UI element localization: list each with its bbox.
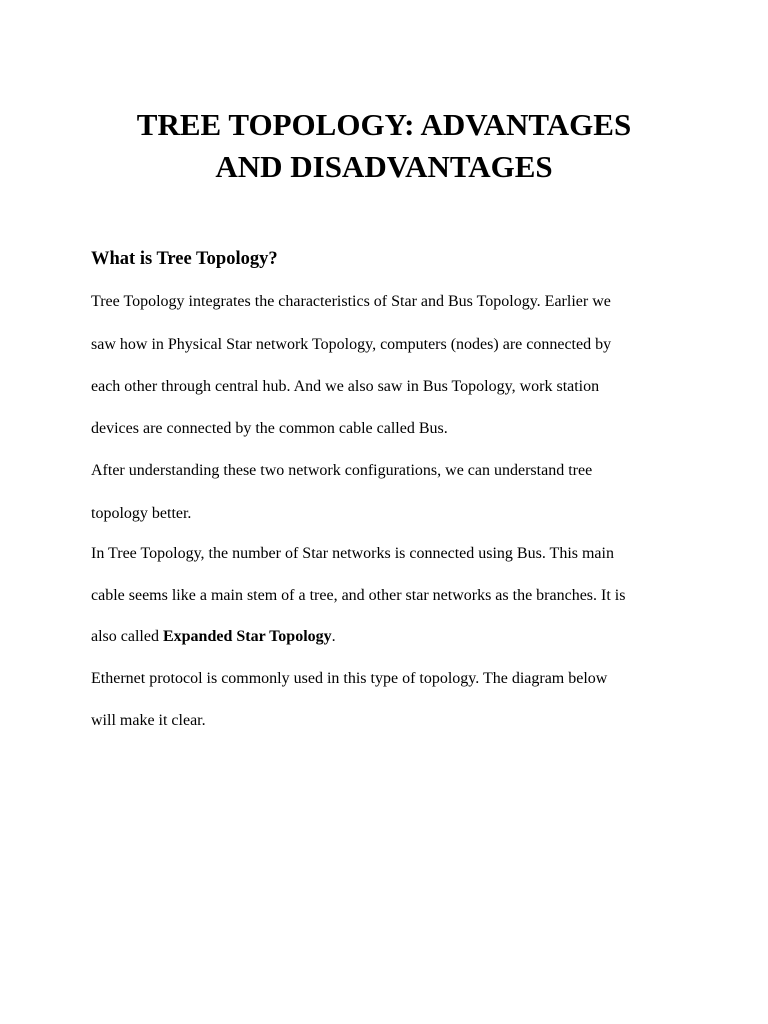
expanded-suffix: . [331, 628, 336, 645]
body-line-5: After understanding these two network configurations, we can understand tree [91, 462, 593, 479]
document-title [60, 104, 708, 188]
body-line-4: devices are connected by the common cable called Bus. [91, 420, 448, 437]
body-line-6: topology better. [91, 505, 192, 522]
expanded-star-topology-term: Expanded Star Topology [162, 628, 332, 645]
body-line-8: cable seems like a main stem of a tree, and other star networks as the branches. It is [91, 587, 626, 604]
body-line-11: will make it clear. [91, 712, 206, 729]
body-line-3: each other through central hub. And we also saw in Bus Topology, work station [91, 378, 600, 395]
title-line-2: AND DISADVANTAGES [215, 149, 553, 184]
body-line-2: saw how in Physical Star network Topology, computers (nodes) are connected by [91, 336, 612, 353]
expanded-prefix: also called [91, 628, 163, 645]
body-line-7: In Tree Topology, the number of Star networks is connected using Bus. This main [91, 545, 614, 562]
body-line-1: Tree Topology integrates the characteristics of Star and Bus Topology. Earlier we [91, 293, 611, 310]
body-line-10: Ethernet protocol is commonly used in this type of topology. The diagram below [91, 670, 608, 687]
section-heading: What is Tree Topology? [91, 249, 278, 269]
title-line-1: TREE TOPOLOGY: ADVANTAGES [136, 107, 632, 142]
body-line-9 [91, 625, 336, 649]
